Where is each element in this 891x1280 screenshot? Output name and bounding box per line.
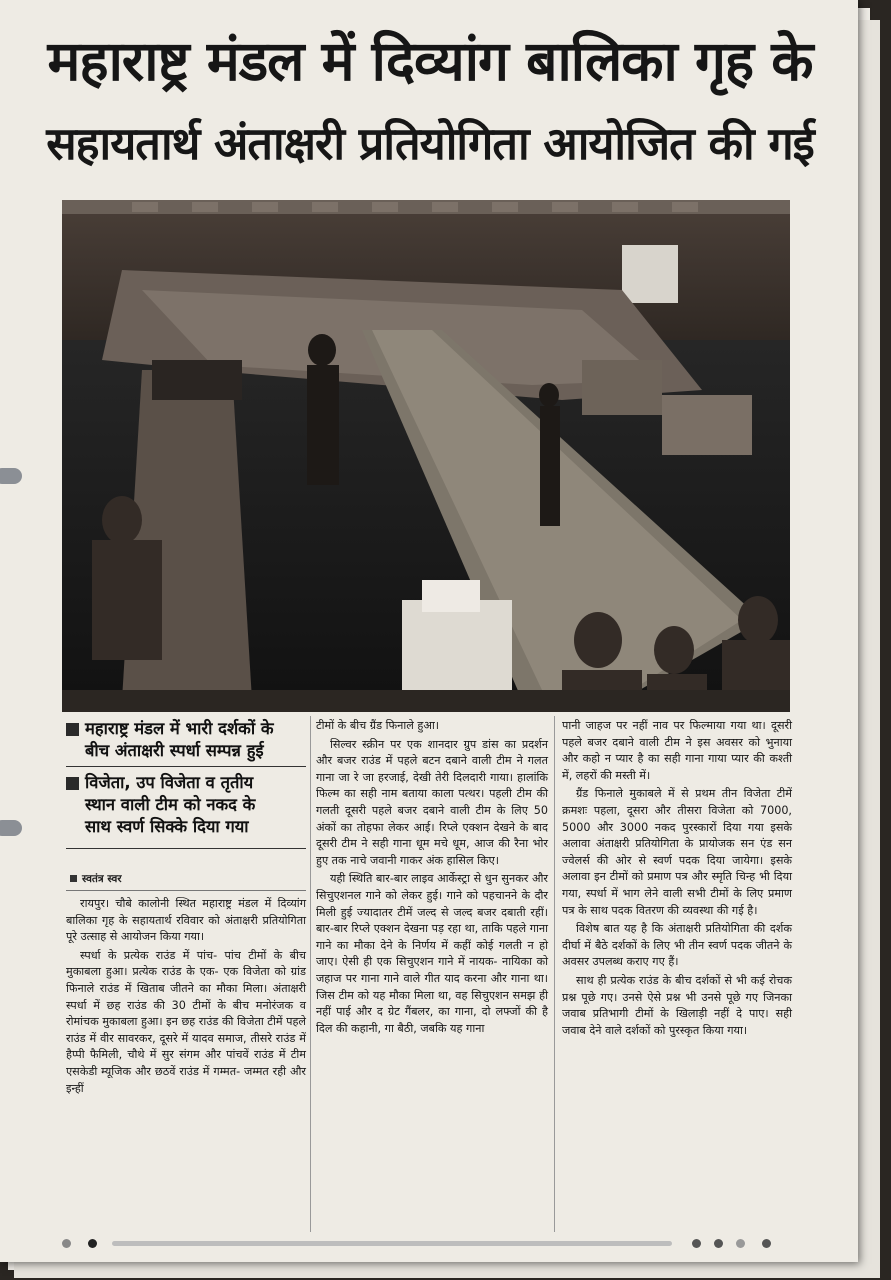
- headline-line-1: महाराष्ट्र मंडल में दिव्यांग बालिका गृह के: [47, 29, 813, 93]
- pager-track[interactable]: [112, 1241, 672, 1246]
- column-3-paragraph-2: ग्रैंड फिनाले मुकाबले में से प्रथम तीन विजेता टीमें क्रमशः पहला, दूसरा और तीसरा विजेता को 7000, 5000 और 3000 नकद पुरस्कारों दिया गया इसके अलावा अंताक्षरी प्रतियोगिता के प्रायोजक सन एंड सन ज्वेलर्स की ओर से स्वर्ण पदक दिया जायेगा। इसके अलावा इन टीमों को प्रमाण पत्र और स्मृति चिन्ह भी दिया गया, स्पर्धा में भाग लेने वाली सभी टीमों के लिए प्रमाण पत्र के साथ पदक वितरण की व्यवस्था की गई है।: [562, 787, 792, 917]
- byline-text: स्वतंत्र स्वर: [82, 873, 122, 885]
- byline-rule: [66, 890, 306, 891]
- column-divider-2: [554, 716, 555, 1232]
- highlight-2-line-1: विजेता, उप विजेता व तृतीय: [85, 773, 254, 792]
- bullet-square-icon: [66, 723, 79, 736]
- column-2-paragraph-2: सिल्वर स्क्रीन पर एक शानदार ग्रुप डांस का प्रदर्शन और बजर राउंड में पहले बटन दबाने वाली टीम ने गलत गाना जा रे जा हरजाई, देखी तेरी दिलदारी गाया। हालांकि फिल्म का सही नाम बताया काला पत्थर। पहली टीम की गलती दूसरी पहले बजर दबाने वाली टीम के लिए 50 अंकों का तोहफा लेकर आई। रिप्ले एक्शन देखने के बाद दूसरी टीम ने सही गाना धूम मचे धूम, आज की रैना भोर हुए तक नाचे जवानी गाकर अंक हासिल किए।: [316, 737, 548, 867]
- column-3-paragraph-3: विशेष बात यह है कि अंताक्षरी प्रतियोगिता की दर्शक दीर्घा में बैठे दर्शकों के लिए भी तीन स्वर्ण पदक जीतने के अवसर उपलब्ध कराए गए हैं।: [562, 922, 792, 969]
- column-divider-1: [310, 716, 311, 1232]
- highlight-2-line-2: स्थान वाली टीम को नकद के: [85, 795, 256, 814]
- highlight-1-line-1: महाराष्ट्र मंडल में भारी दर्शकों के: [85, 719, 274, 738]
- column-1-paragraph-1: रायपुर। चौबे कालोनी स्थित महाराष्ट्र मंडल में दिव्यांग बालिका गृह के सहायतार्थ रविवार को अंताक्षरी प्रतियोगिता पूरे उत्साह से आयोजन किया गया।: [66, 897, 306, 944]
- article-column-3: [562, 718, 792, 1041]
- highlight-divider: [66, 766, 306, 767]
- highlight-1-line-2: बीच अंताक्षरी स्पर्धा सम्पन्न हुई: [85, 741, 264, 760]
- pager-dot[interactable]: [736, 1239, 745, 1248]
- highlight-2: [66, 772, 306, 838]
- column-3-paragraph-1: पानी जाहज पर नहीं नाव पर फिल्माया गया था। दूसरी पहले बजर दबाने वाली टीम ने इस अवसर को भुनाया और कहो न प्यार है का सही गाना गाया प्यार की कश्ती में, लहरों की मस्ती में।: [562, 719, 792, 782]
- article-column-1: [66, 896, 306, 1099]
- pager-dot[interactable]: [692, 1239, 701, 1248]
- column-2-paragraph-3: यही स्थिति बार-बार लाइव आर्केस्ट्रा से धुन सुनकर और सिचुएशनल गाने को लेकर हुई। गाने को पहचानने के दौर मिली हुई ज्यादातर टीमें जल्द से जल्द बजर दबाती रहीं। बार-बार रिप्ले एक्शन देखना पड़ रहा था, ताकि पहले गाना गाने का मौका देने के निर्णय में कहीं कोई गलती न हो जाए। ऐसी ही एक सिचुएशन गाने में नायक- नायिका को जहाज पर गाना गाने वाले गीत याद करना और गाना था। जिस टीम को यह मौका मिला था, वह सिचुएशन समझ ही नहीं पाई और द ग्रेट गैंबलर, का गाना, दो लफ्जों की है दिल की कहानी, गा बैठी, जबकि यह गाना: [316, 872, 548, 1035]
- column-3-paragraph-4: साथ ही प्रत्येक राउंड के बीच दर्शकों से भी कई रोचक प्रश्न पूछे गए। उनसे ऐसे प्रश्न भी उनसे पूछे गए जिनका जवाब प्रतिभागी टीमों के खिलाड़ी नहीं दे पाए। सही जवाब देने वाले दर्शकों को पुरस्कृत किया गया।: [562, 973, 792, 1037]
- highlight-2-line-3: साथ स्वर्ण सिक्के दिया गया: [85, 817, 249, 836]
- column-1-paragraph-2: स्पर्धा के प्रत्येक राउंड में पांच- पांच टीमों के बीच मुकाबला हुआ। प्रत्येक राउंड के एक- एक विजेता को ग्रांड फिनाले राउंड में खिताब जीतने का मौका मिला। अंताक्षरी स्पर्धा में छह राउंड की 30 टीमों के बीच मनोरंजक व रोमांचक मुकाबला हुआ। इन छह राउंड की विजेता टीमें पहले राउंड में वीर सावरकर, दूसरे में यादव समाज, तीसरे राउंड में हैप्पी फैमिली, चौथे में सुर संगम और पांचवें राउंड में टीम एसकेडी म्यूजिक और छठवें राउंड में गम्मत- जम्मत रही और इन्हीं: [66, 948, 306, 1095]
- highlight-1: [66, 718, 306, 762]
- pager-dot[interactable]: [714, 1239, 723, 1248]
- subhead-bottom-rule: [66, 848, 306, 849]
- binder-hole-bottom: [0, 820, 22, 836]
- event-photo-illustration: [62, 200, 790, 712]
- pager-dot[interactable]: [762, 1239, 771, 1248]
- column-2-paragraph-1: टीमों के बीच ग्रैंड फिनाले हुआ।: [316, 719, 440, 732]
- byline: [70, 872, 122, 886]
- image-pager: [62, 1236, 782, 1250]
- event-photo: [62, 200, 790, 712]
- headline-line-2: सहायतार्थ अंताक्षरी प्रतियोगिता आयोजित की गई: [46, 117, 814, 170]
- pager-dot-active[interactable]: [88, 1239, 97, 1248]
- bullet-square-icon: [66, 777, 79, 790]
- article-column-2: [316, 718, 548, 1039]
- byline-square-icon: [70, 875, 77, 882]
- binder-hole-top: [0, 468, 22, 484]
- pager-dot[interactable]: [62, 1239, 71, 1248]
